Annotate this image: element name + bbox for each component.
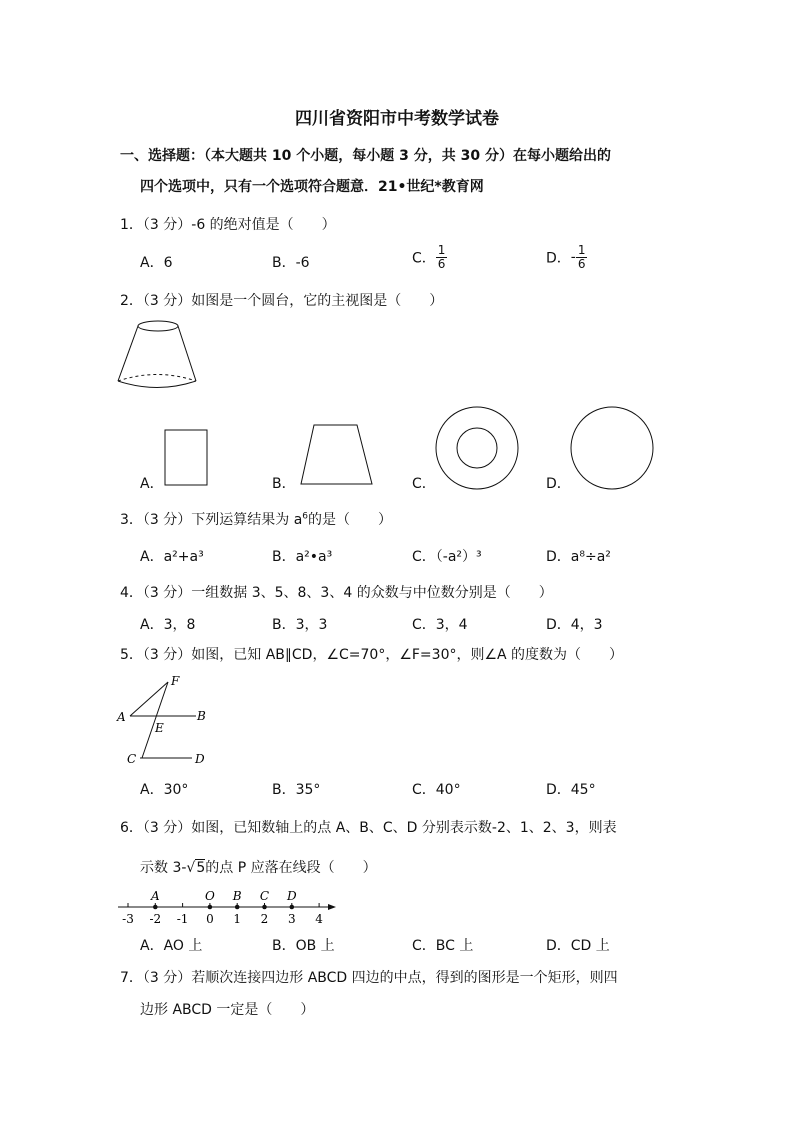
- q2-option-a: A．: [140, 476, 164, 492]
- stem-text: 示数 3-: [140, 860, 187, 876]
- q2-rectangle-view: [163, 428, 211, 488]
- single-circle: [571, 407, 653, 489]
- point-o: [208, 905, 213, 910]
- q2-option-d: D．: [546, 476, 571, 492]
- q5-option-c: C．40°: [412, 782, 461, 798]
- q3-option-a: A．a²+a³: [140, 549, 204, 565]
- frustum-bottom-back: [118, 375, 196, 382]
- tick-label: -2: [149, 912, 162, 926]
- frustum-top-ellipse: [138, 321, 178, 331]
- inner-circle: [457, 428, 497, 468]
- label-c: C: [127, 752, 137, 766]
- fraction-numerator: 1: [437, 243, 446, 257]
- q6-number-line: [116, 886, 340, 928]
- outer-circle: [436, 407, 518, 489]
- q2-option-c: C．: [412, 476, 436, 492]
- q2-trapezoid-view: [298, 422, 378, 488]
- sqrt-sign: √: [186, 860, 196, 876]
- point-label-o: O: [204, 889, 215, 903]
- label-b: B: [197, 709, 206, 723]
- q5-option-a: A．30°: [140, 782, 189, 798]
- q4-option-a: A．3，8: [140, 617, 196, 633]
- q4-option-b: B．3，3: [272, 617, 328, 633]
- frustum-right-edge: [178, 326, 196, 381]
- question-3-stem: [120, 509, 392, 529]
- label-d: D: [195, 752, 205, 766]
- exponent: 6: [302, 511, 309, 522]
- q1-option-a: A．6: [140, 255, 173, 271]
- q2-circle-view: [569, 405, 655, 491]
- q1-option-c: [412, 244, 447, 271]
- trapezoid-shape: [301, 425, 372, 484]
- fraction-denominator: 6: [437, 257, 446, 271]
- tick-label: -1: [176, 912, 189, 926]
- tick-label: 2: [260, 912, 269, 926]
- q6-option-a: A．AO 上: [140, 938, 203, 954]
- section-heading-line2: 四个选项中，只有一个选项符合题意．21•世纪*教育网: [140, 179, 484, 195]
- label-a: A: [117, 710, 126, 724]
- stem-text: 3．（3 分）下列运算结果为 a: [120, 512, 303, 528]
- label-e: E: [155, 721, 164, 735]
- q6-option-d: D．CD 上: [546, 938, 610, 954]
- point-a: [153, 905, 158, 910]
- q5-option-d: D．45°: [546, 782, 596, 798]
- point-label-d: D: [286, 889, 297, 903]
- q6-option-b: B．OB 上: [272, 938, 335, 954]
- q6-option-c: C．BC 上: [412, 938, 474, 954]
- q4-option-d: D．4，3: [546, 617, 603, 633]
- q5-parallel-lines-figure: [114, 672, 214, 772]
- question-7-stem-line2: 边形 ABCD 一定是（ ）: [140, 1002, 315, 1018]
- fraction-numerator: 1: [577, 243, 586, 257]
- q1-option-d-fraction: [576, 244, 588, 271]
- q1-option-d-label: D．: [546, 250, 571, 267]
- page-title: 四川省资阳市中考数学试卷: [295, 109, 499, 129]
- q1-option-b: B．-6: [272, 255, 310, 271]
- point-label-a: A: [150, 889, 160, 903]
- point-b: [235, 905, 240, 910]
- q1-option-d: [546, 244, 587, 271]
- q1-option-c-fraction: [436, 244, 448, 271]
- q1-option-c-label: C．: [412, 250, 436, 267]
- point-label-b: B: [232, 889, 242, 903]
- frustum-figure: [112, 318, 202, 390]
- sqrt-radicand: 5: [196, 860, 206, 876]
- point-c: [262, 905, 267, 910]
- question-4-stem: 4．（3 分）一组数据 3、5、8、3、4 的众数与中位数分别是（ ）: [120, 585, 553, 601]
- question-6-stem-line2: [140, 857, 377, 877]
- minus-sign: -: [570, 249, 576, 266]
- rectangle-shape: [165, 430, 207, 485]
- q2-option-b: B．: [272, 476, 296, 492]
- q3-option-c: C．（-a²）³: [412, 549, 482, 565]
- point-label-c: C: [259, 889, 270, 903]
- q3-option-d: D．a⁸÷a²: [546, 549, 611, 565]
- tick-label: 4: [315, 912, 323, 926]
- stem-text-end: 的点 P 应落在线段（ ）: [205, 860, 377, 876]
- tick-label: 1: [233, 912, 242, 926]
- section-heading-line1: 一、选择题：（本大题共 10 个小题，每小题 3 分，共 30 分）在每小题给出的: [120, 148, 611, 164]
- q3-option-b: B．a²•a³: [272, 549, 333, 565]
- stem-text-end: 的是（ ）: [308, 512, 393, 528]
- axis-arrow: [328, 904, 336, 910]
- q4-option-c: C．3，4: [412, 617, 468, 633]
- question-7-stem: 7．（3 分）若顺次连接四边形 ABCD 四边的中点，得到的图形是一个矩形，则四: [120, 970, 618, 986]
- q5-option-b: B．35°: [272, 782, 321, 798]
- question-1-stem: 1．（3 分）-6 的绝对值是（ ）: [120, 217, 336, 233]
- question-6-stem: 6．（3 分）如图，已知数轴上的点 A、B、C、D 分别表示数-2、1、2、3，则表: [120, 820, 617, 836]
- fraction-denominator: 6: [577, 257, 586, 271]
- point-d: [290, 905, 295, 910]
- frustum-left-edge: [118, 326, 138, 381]
- question-5-stem: 5．（3 分）如图，已知 AB∥CD，∠C=70°，∠F=30°，则∠A 的度数为（ ）: [120, 647, 624, 663]
- tick-label: 0: [206, 912, 214, 926]
- label-f: F: [171, 674, 180, 688]
- question-2-stem: 2．（3 分）如图是一个圆台，它的主视图是（ ）: [120, 293, 444, 309]
- frustum-bottom-front: [118, 381, 196, 388]
- tick-label: -3: [122, 912, 134, 926]
- tick-label: 3: [287, 912, 296, 926]
- q2-concentric-circles-view: [434, 405, 520, 491]
